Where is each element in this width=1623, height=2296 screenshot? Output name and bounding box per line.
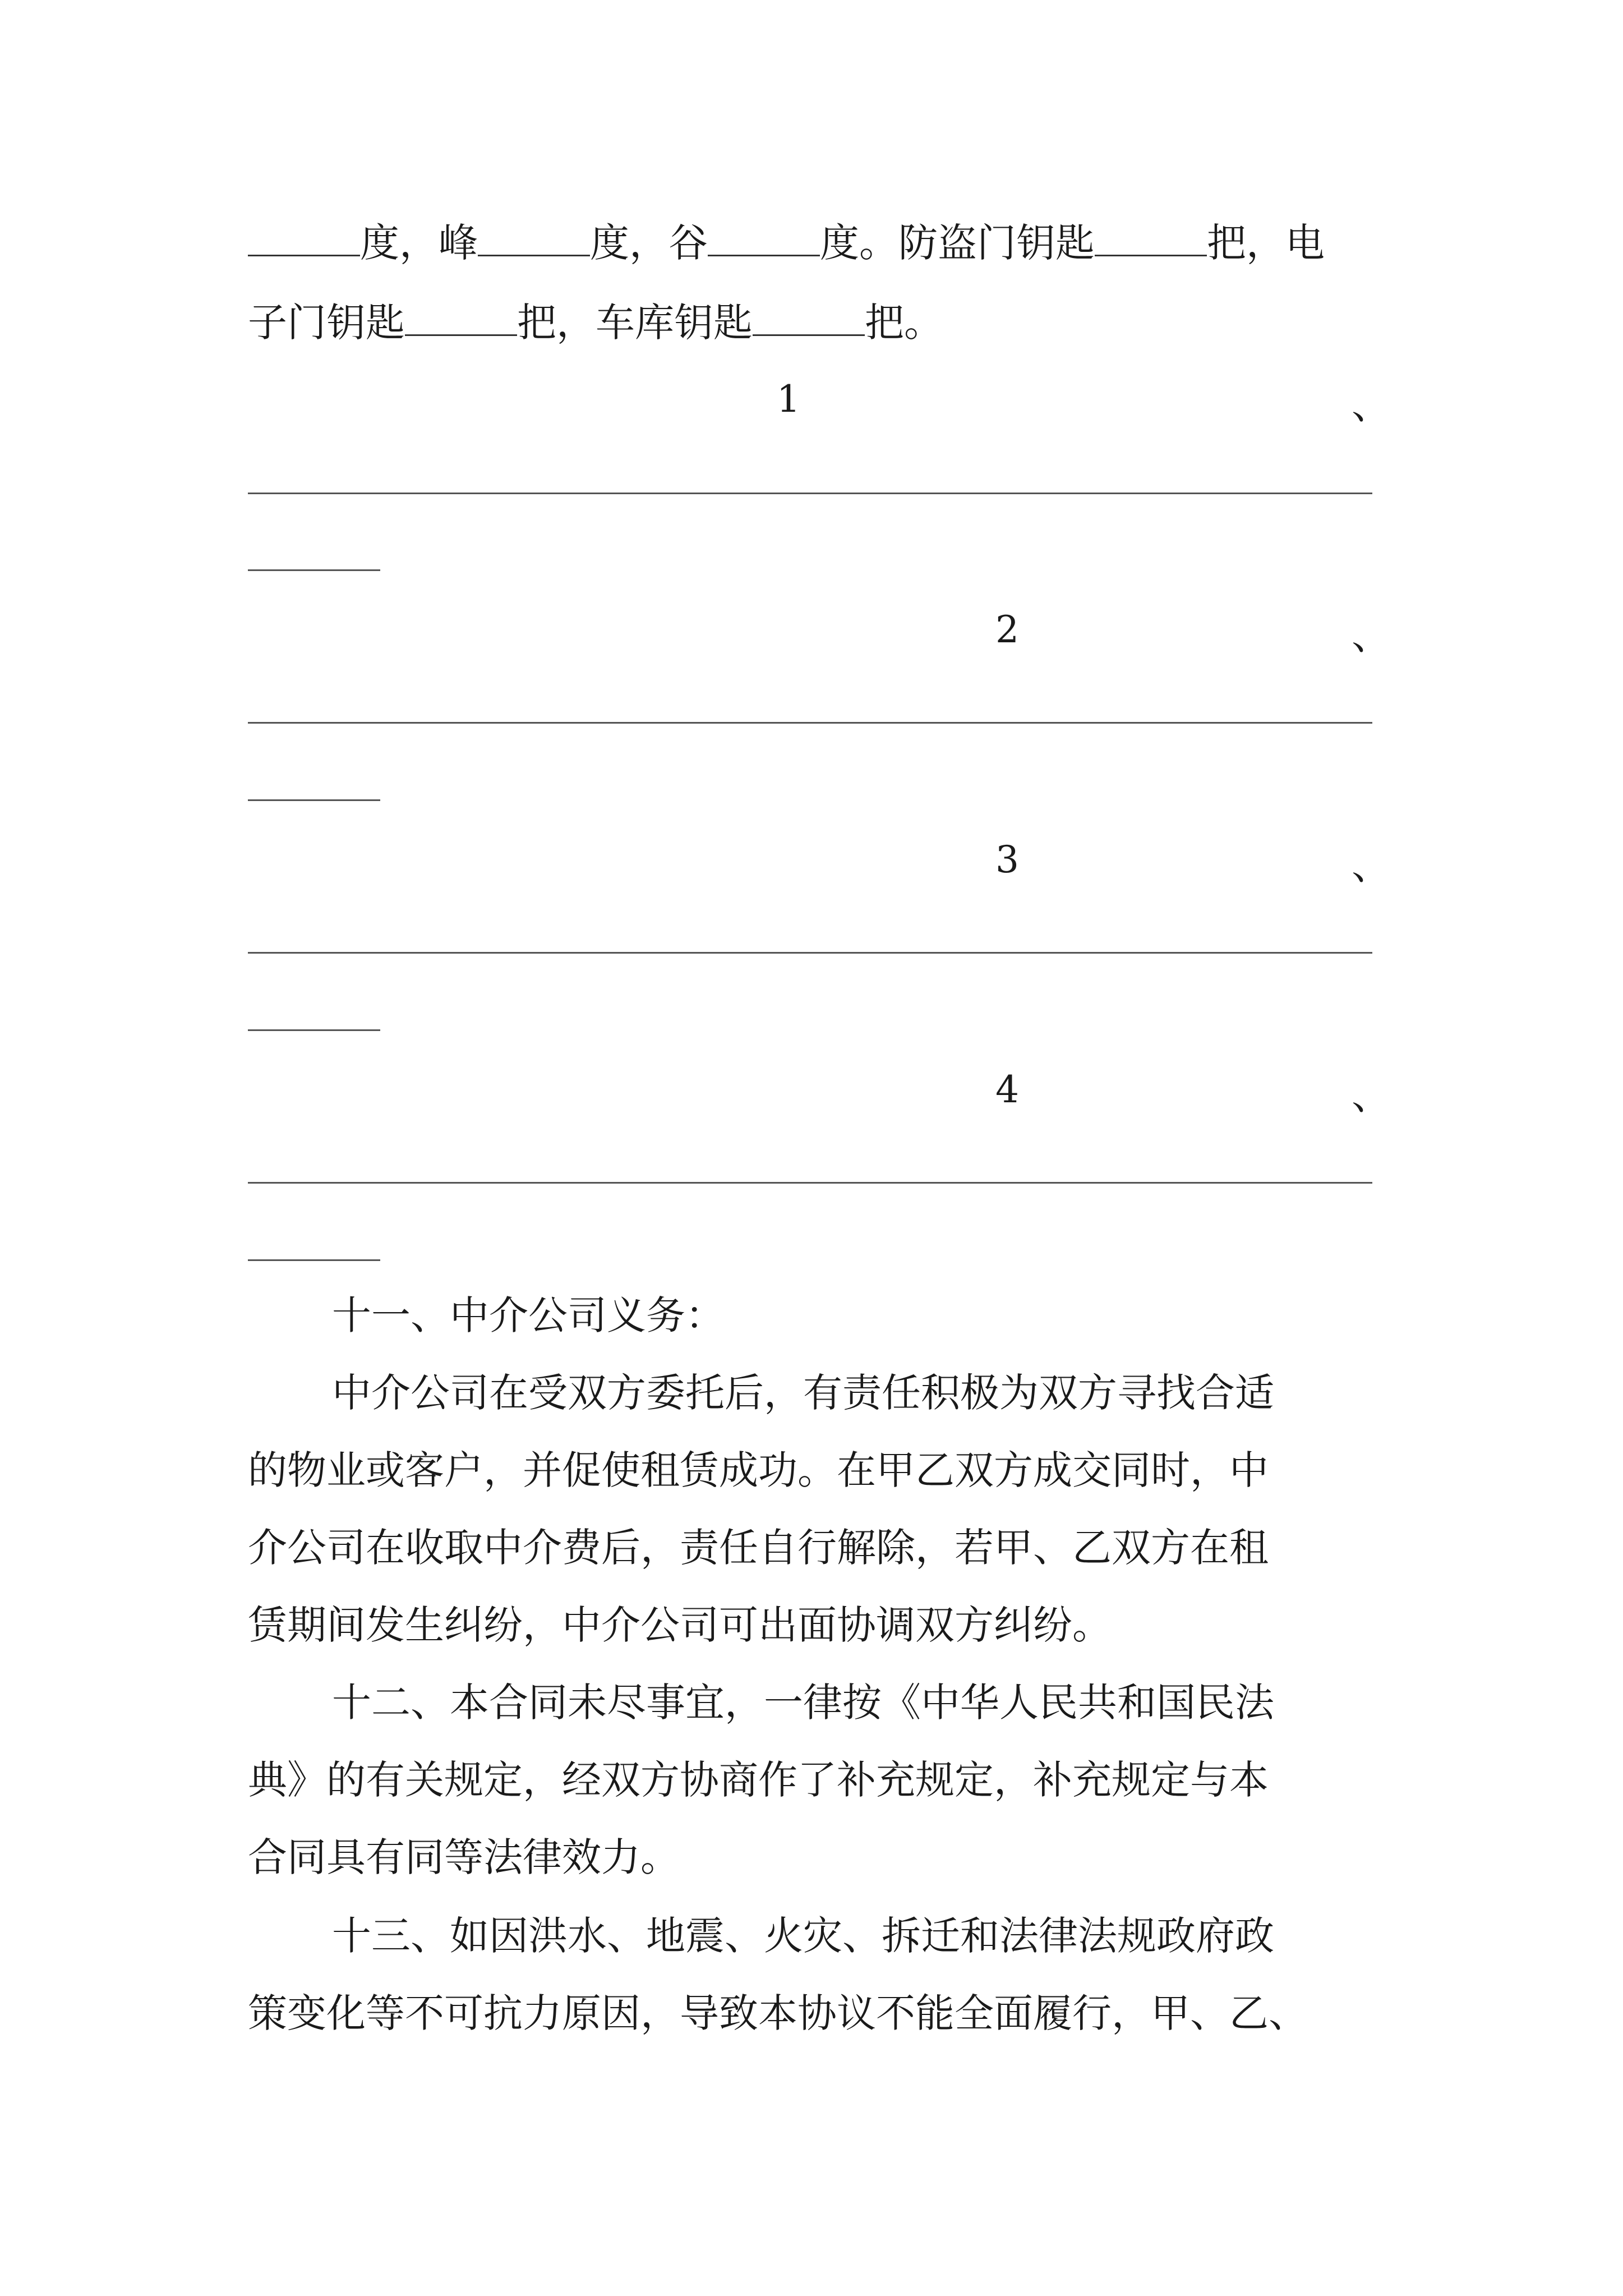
list-item-mark: 、 xyxy=(1352,1073,1391,1119)
blank-field[interactable] xyxy=(248,221,360,256)
list-item-mark: 、 xyxy=(1352,843,1391,889)
fill-in-rule[interactable] xyxy=(248,1182,1372,1184)
list-item-number: 4 xyxy=(995,1068,1019,1111)
paragraph-line: 合同具有同等法律效力。 xyxy=(248,1834,680,1880)
fill-in-rule[interactable] xyxy=(248,569,380,571)
blank-field[interactable] xyxy=(708,221,820,256)
list-item-number: 2 xyxy=(995,608,1019,651)
text-segment: 把。 xyxy=(865,300,943,346)
fill-in-rule[interactable] xyxy=(248,493,1372,494)
paragraph-line: 介公司在收取中介费后，责任自行解除，若甲、乙双方在租 xyxy=(248,1525,1269,1571)
fill-in-rule[interactable] xyxy=(248,1259,380,1261)
blank-field[interactable] xyxy=(753,301,865,336)
text-segment: 子门钥匙 xyxy=(248,300,405,346)
meter-reading-line xyxy=(248,215,1392,271)
blank-field[interactable] xyxy=(405,301,517,336)
list-item-mark: 、 xyxy=(1352,613,1391,659)
section-heading: 十一、中介公司义务： xyxy=(332,1292,725,1338)
blank-field[interactable] xyxy=(1095,221,1207,256)
paragraph-line: 典》的有关规定，经双方协商作了补充规定，补充规定与本 xyxy=(248,1757,1269,1803)
list-item-mark: 、 xyxy=(1352,382,1391,428)
paragraph-line: 策变化等不可抗力原因，导致本协议不能全面履行，甲、乙、 xyxy=(248,1990,1308,2036)
text-segment: 度，峰 xyxy=(360,220,478,266)
list-item-number: 1 xyxy=(777,378,800,421)
text-segment: 度，谷 xyxy=(590,220,708,266)
paragraph-line: 十三、如因洪水、地震、火灾、拆迁和法律法规政府政 xyxy=(332,1913,1274,1959)
paragraph-line: 赁期间发生纠纷，中介公司可出面协调双方纠纷。 xyxy=(248,1602,1112,1648)
keys-line xyxy=(248,295,1392,351)
paragraph-line: 中介公司在受双方委托后，有责任积极为双方寻找合适 xyxy=(332,1370,1274,1416)
fill-in-rule[interactable] xyxy=(248,1029,380,1031)
fill-in-rule[interactable] xyxy=(248,952,1372,954)
paragraph-line: 的物业或客户，并促使租赁成功。在甲乙双方成交同时，中 xyxy=(248,1447,1269,1493)
list-item-number: 3 xyxy=(995,838,1019,881)
fill-in-rule[interactable] xyxy=(248,799,380,801)
text-segment: 把，电 xyxy=(1207,220,1325,266)
blank-field[interactable] xyxy=(478,221,590,256)
fill-in-rule[interactable] xyxy=(248,722,1372,724)
text-segment: 把，车库钥匙 xyxy=(517,300,753,346)
text-segment: 度。防盗门钥匙 xyxy=(820,220,1095,266)
paragraph-line: 十二、本合同未尽事宜，一律按《中华人民共和国民法 xyxy=(332,1680,1274,1726)
